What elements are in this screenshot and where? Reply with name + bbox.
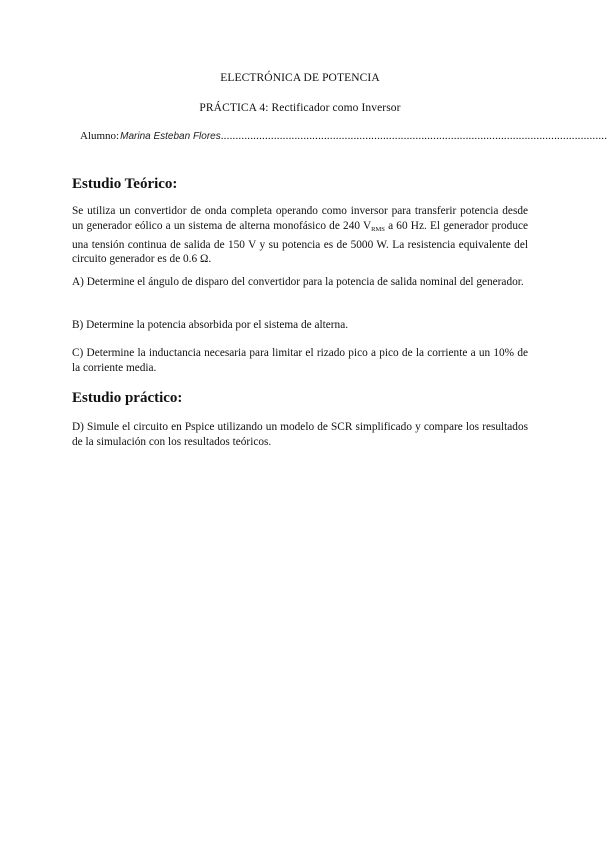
question-b: B) Determine la potencia absorbida por el sistema de alterna. — [72, 319, 349, 331]
intro-text-part1: Se utiliza un convertidor de onda completa operando como inversor para transferir potencia desde un generador eólico a un sistema de alterna monofásico de 240 V — [72, 205, 528, 232]
student-label: Alumno: — [80, 130, 120, 142]
practice-heading: Estudio práctico: — [72, 390, 183, 406]
course-title: ELECTRÓNICA DE POTENCIA — [220, 72, 380, 84]
question-d: D) Simule el circuito en Pspice utilizando un modelo de SCR simplificado y compare los resultados de la simulación con los resultados teóricos. — [72, 421, 528, 448]
student-name: Marina Esteban Flores — [120, 131, 221, 142]
theory-heading: Estudio Teórico: — [72, 176, 178, 192]
intro-subscript: RMS — [371, 225, 385, 233]
student-line — [80, 130, 607, 142]
dot-leader: ................................................................................................................................... — [220, 130, 607, 142]
intro-text-part2: a 60 Hz. El generador produce una tensión continua de salida de 150 V y su potencia es de 5000 W. La resistencia equivalente del circuito generador es de 0.6 Ω. — [72, 219, 528, 266]
theory-intro-paragraph — [72, 204, 528, 267]
question-a: A) Determine el ángulo de disparo del convertidor para la potencia de salida nominal del generador. — [72, 276, 524, 288]
practice-title: PRÁCTICA 4: Rectificador como Inversor — [199, 102, 401, 114]
question-c: C) Determine la inductancia necesaria para limitar el rizado pico a pico de la corriente a un 10% de la corriente media. — [72, 347, 528, 374]
